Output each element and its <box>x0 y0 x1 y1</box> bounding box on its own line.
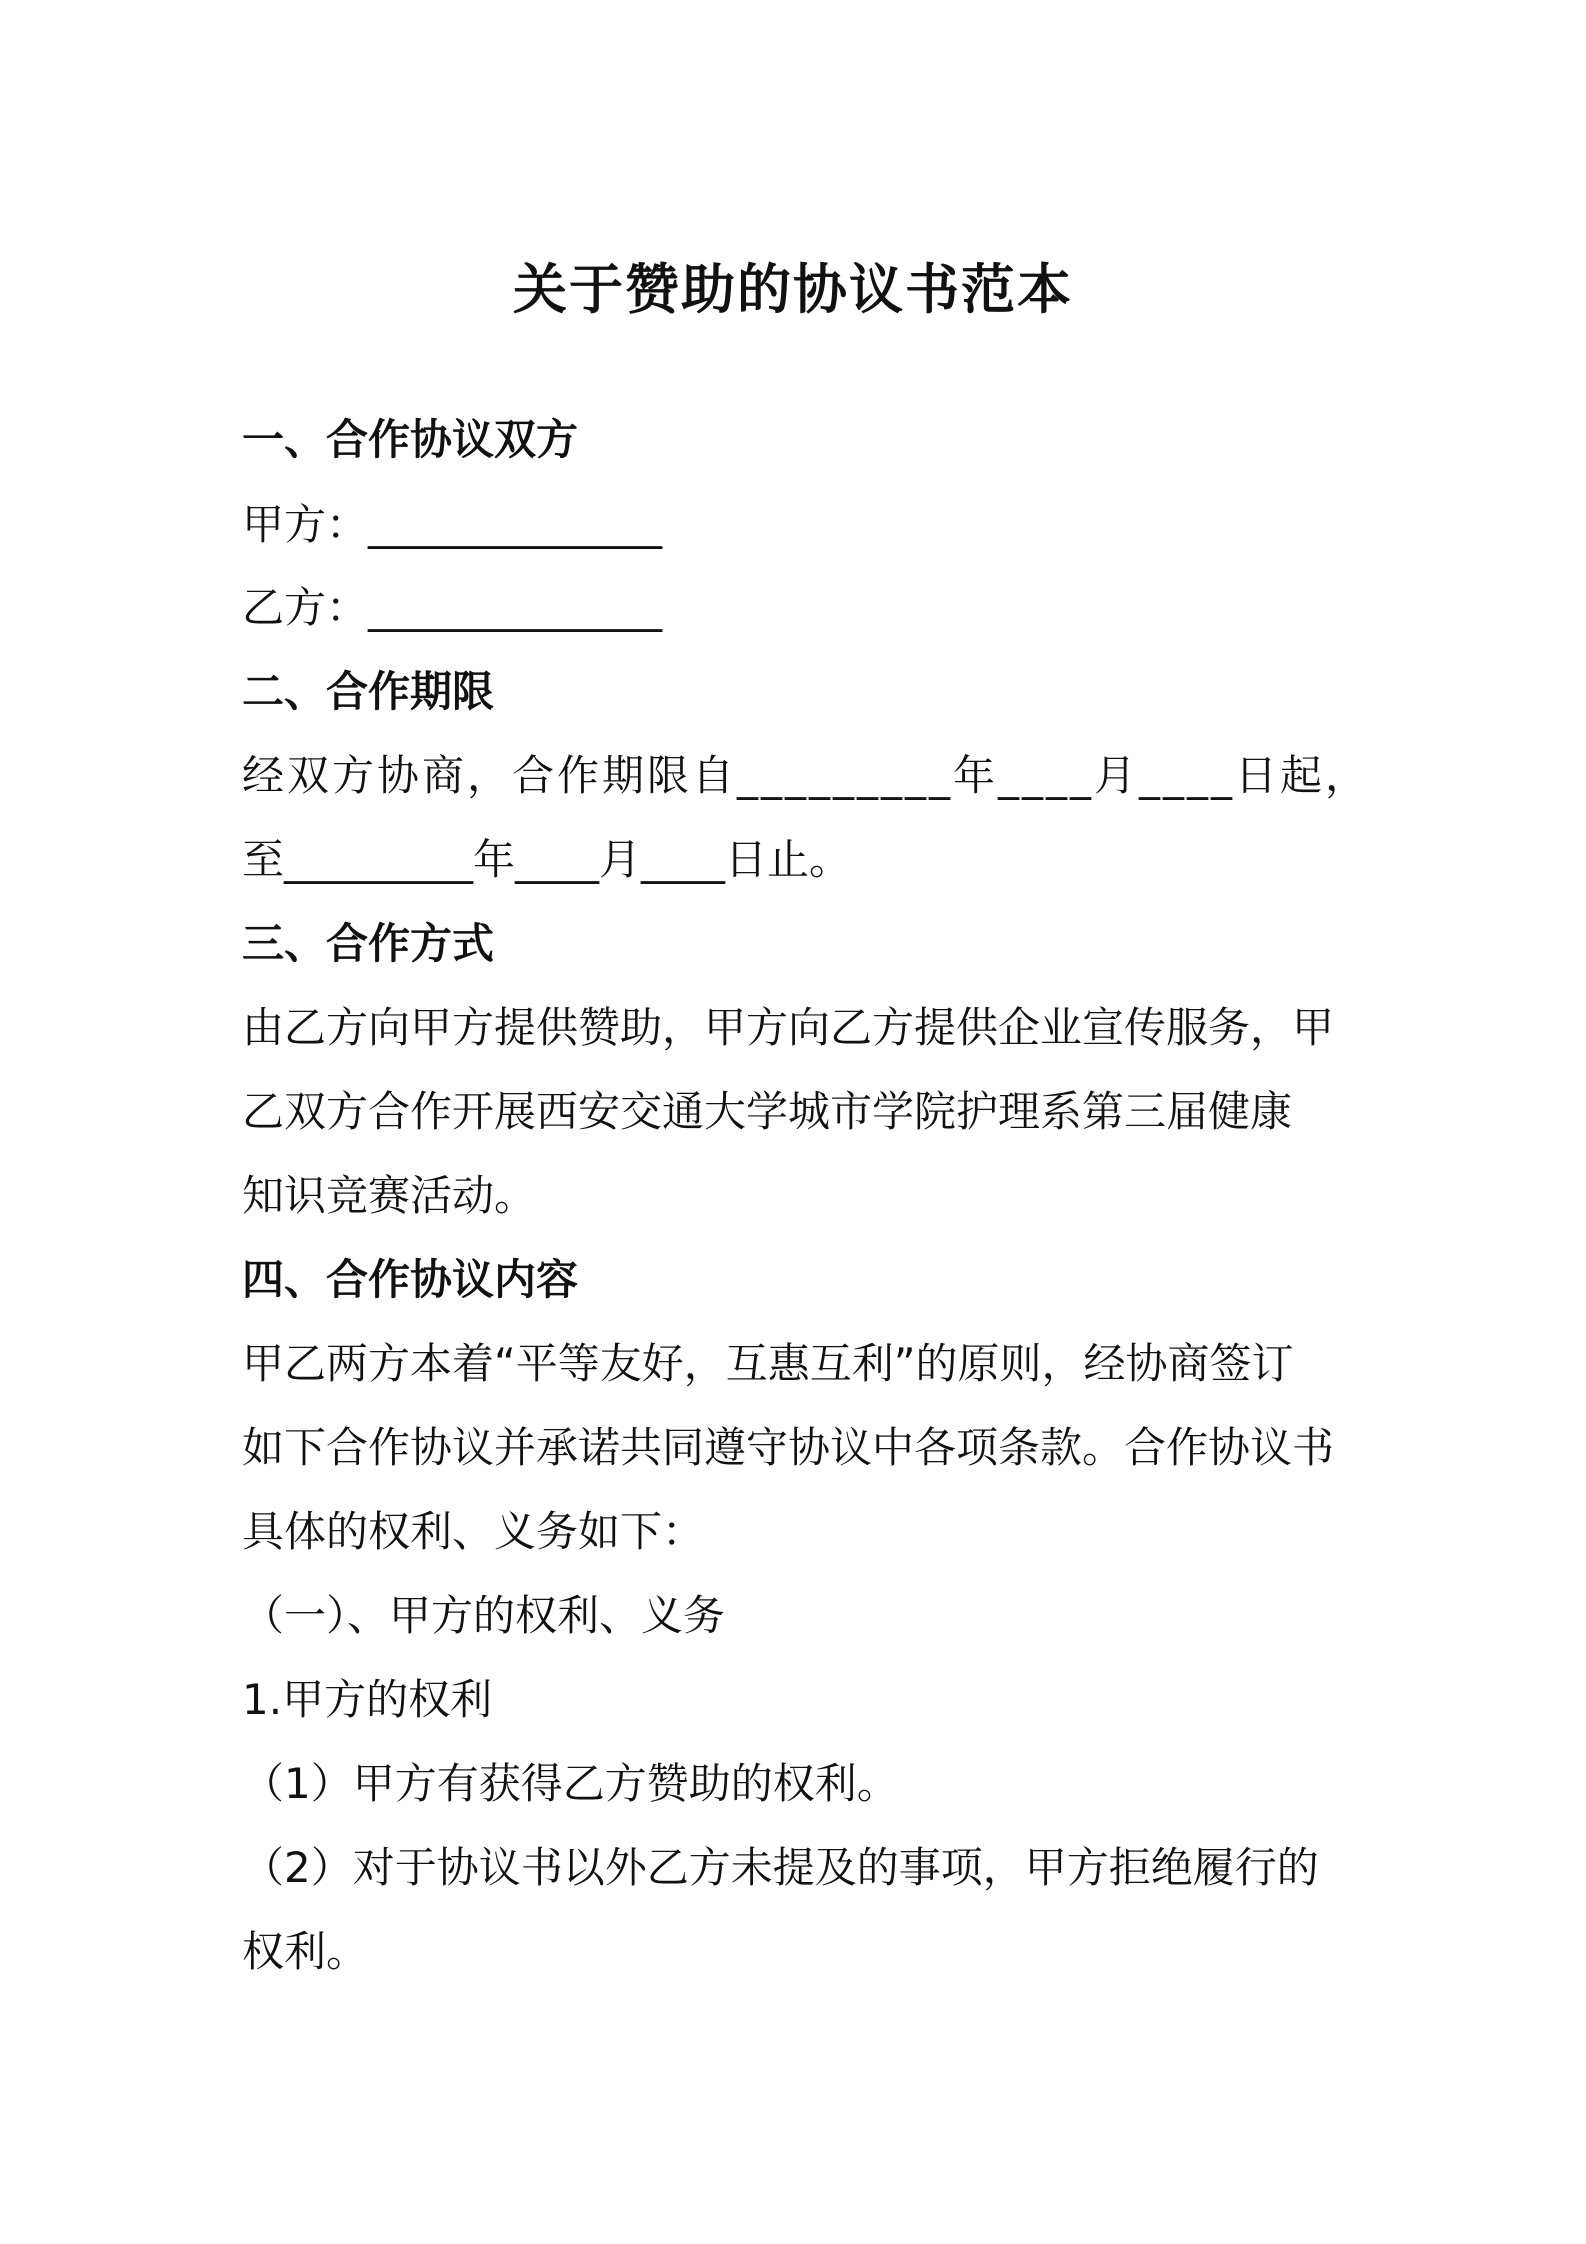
party-a-rights-heading: 1.甲方的权利 <box>242 1675 493 1724</box>
section-3-heading: 三、合作方式 <box>242 919 495 968</box>
method-line-2: 乙双方合作开展西安交通大学城市学院护理系第三届健康 <box>242 1087 1293 1136</box>
subsection-party-a-rights-duties: （一）、甲方的权利、义务 <box>242 1591 726 1640</box>
section-2-heading: 二、合作期限 <box>242 667 495 716</box>
term-line-2: 至_________年____月____日止。 <box>242 835 852 884</box>
right-item-1: （1）甲方有获得乙方赞助的权利。 <box>242 1759 899 1808</box>
section-1-heading: 一、合作协议双方 <box>242 415 579 464</box>
method-line-1: 由乙方向甲方提供赞助，甲方向乙方提供企业宣传服务，甲 <box>242 1003 1335 1052</box>
term-line-1: 经双方协商，合作期限自_________年____月____日起， <box>242 751 1371 800</box>
content-line-1: 甲乙两方本着“平等友好，互惠互利”的原则，经协商签订 <box>242 1339 1294 1388</box>
content-line-3: 具体的权利、义务如下： <box>242 1507 705 1556</box>
right-item-2-line-1: （2）对于协议书以外乙方未提及的事项，甲方拒绝履行的 <box>242 1843 1319 1892</box>
document-title: 关于赞助的协议书范本 <box>513 258 1073 321</box>
party-b-line: 乙方：______________ <box>242 583 663 632</box>
right-item-2-line-2: 权利。 <box>242 1927 369 1976</box>
party-a-line: 甲方：______________ <box>242 500 663 549</box>
content-line-2: 如下合作协议并承诺共同遵守协议中各项条款。合作协议书 <box>242 1423 1335 1472</box>
section-4-heading: 四、合作协议内容 <box>242 1255 579 1304</box>
method-line-3: 知识竞赛活动。 <box>242 1171 537 1220</box>
